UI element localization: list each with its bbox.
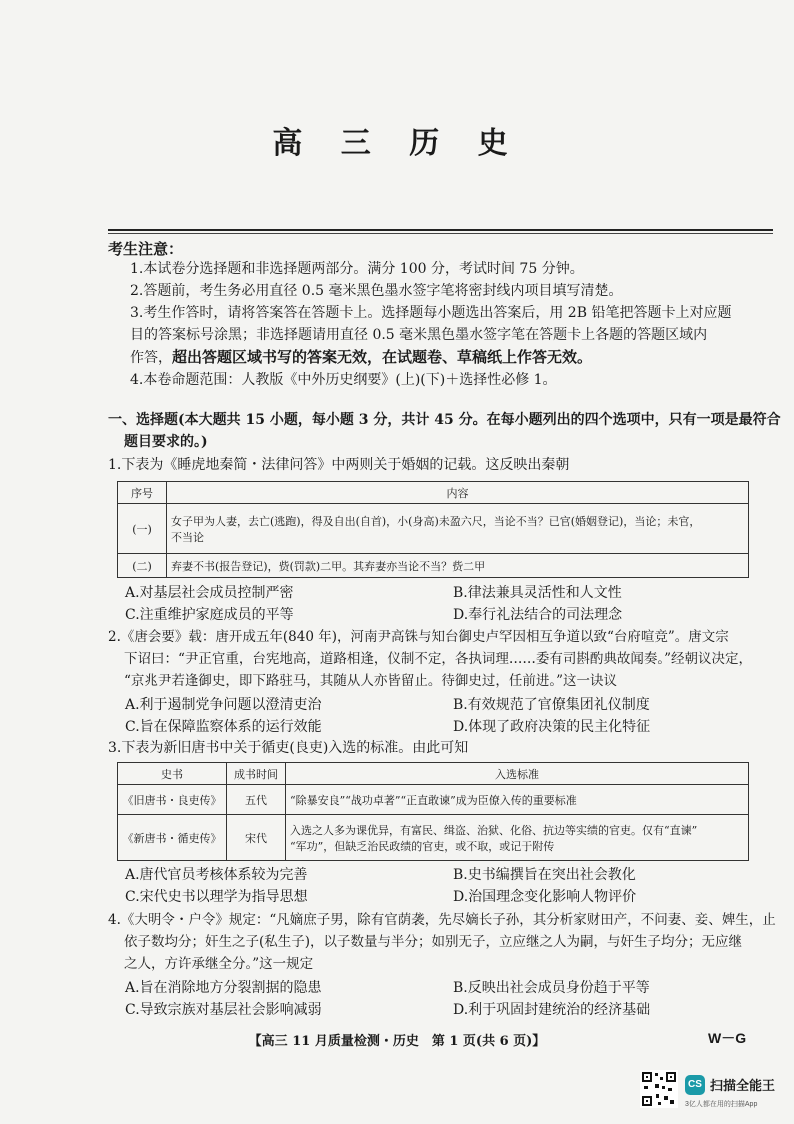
q1-header-content: 内容 <box>167 482 749 504</box>
q4-option-a: A.旨在消除地方分裂割据的隐患 <box>125 980 322 996</box>
q1-option-a: A.对基层社会成员控制严密 <box>125 585 294 601</box>
q2-line-3: “京兆尹若逢御史，即下路驻马，其随从人亦皆留止。待御史过，任前进。”这一诀议 <box>124 673 618 689</box>
q1-stem: 1.下表为《睡虎地秦简・法律问答》中两则关于婚姻的记载。这反映出秦朝 <box>108 457 570 473</box>
table-row <box>118 785 749 815</box>
q3-row-time: 五代 <box>227 785 286 815</box>
section-heading-1: 一、选择题(本大题共 15 小题，每小题 3 分，共计 45 分。在每小题列出的四个选项中，只有一项是最符合 <box>108 412 781 428</box>
q3-header-standard: 入选标准 <box>286 763 749 785</box>
q1-row-no: (一) <box>118 504 167 554</box>
q1-option-b: B.律法兼具灵活性和人文性 <box>453 585 622 601</box>
notice-line-1: 1.本试卷分选择题和非选择题两部分。满分 100 分，考试时间 75 分钟。 <box>130 261 584 277</box>
q3-row-book: 《旧唐书・良吏传》 <box>118 785 227 815</box>
q1-row-no: (二) <box>118 554 167 578</box>
q1-option-d: D.奉行礼法结合的司法理念 <box>453 607 623 623</box>
notice-line-3: 3.考生作答时，请将答案答在答题卡上。选择题每小题选出答案后，用 2B 铅笔把答题卡上对应题 <box>130 305 732 321</box>
paper-code: W－G <box>708 1030 747 1046</box>
q3-row-book: 《新唐书・循吏传》 <box>118 815 227 861</box>
notice-line-2: 2.答题前，考生务必用直径 0.5 毫米黑色墨水签字笔将密封线内项目填写清楚。 <box>130 283 623 299</box>
q1-row-content: 弃妻不书(报告登记)，赀(罚款)二甲。其弃妻亦当论不当？赀二甲 <box>167 554 749 578</box>
q1-row-content <box>167 504 749 554</box>
q3-stem: 3.下表为新旧唐书中关于循吏(良吏)入选的标准。由此可知 <box>108 740 469 756</box>
qr-code-icon <box>640 1070 678 1108</box>
q1-table <box>117 481 749 578</box>
q1-row-text: 不当论 <box>171 530 204 544</box>
camscanner-logo-icon: CS <box>685 1075 705 1095</box>
q4-line-1: 4.《大明令・户令》规定：“凡嫡庶子男，除有官荫袭，先尽嫡长子孙，其分析家财田产，不问妻、妾、婢生，止 <box>108 912 776 928</box>
notice-emphasis: 超出答题区域书写的答案无效，在试题卷、草稿纸上作答无效。 <box>172 348 593 366</box>
notice-line-5-text: 作答， <box>130 350 172 366</box>
q4-option-b: B.反映出社会成员身份趋于平等 <box>453 980 650 996</box>
table-row <box>118 504 749 554</box>
q2-option-a: A.利于遏制党争问题以澄清吏治 <box>125 697 322 713</box>
section-heading-2: 题目要求的。) <box>124 434 208 450</box>
table-row <box>118 554 749 578</box>
scanner-tagline: 3亿人都在用的扫描App <box>685 1101 758 1108</box>
notice-line-4: 目的答案标号涂黑；非选择题请用直径 0.5 毫米黑色墨水签字笔在答题卡上各题的答题区域内 <box>130 327 708 343</box>
q3-option-b: B.史书编撰旨在突出社会教化 <box>453 867 636 883</box>
q3-row-standard <box>286 815 749 861</box>
q3-option-d: D.治国理念变化影响人物评价 <box>453 889 637 905</box>
q3-option-c: C.宋代史书以理学为指导思想 <box>125 889 308 905</box>
table-row <box>118 815 749 861</box>
notice-line-5 <box>130 347 592 368</box>
q2-line-1: 2.《唐会要》载：唐开成五年(840 年)，河南尹高铢与知台御史卢罕因相互争道以致“台府喧竞”。唐文宗 <box>108 629 729 645</box>
q3-row-standard: “除暴安良”“战功卓著”“正直敢谏”成为臣僚入传的重要标准 <box>286 785 749 815</box>
page-title: 高 三 历 史 <box>272 126 522 161</box>
q2-option-b: B.有效规范了官僚集团礼仪制度 <box>453 697 650 713</box>
notice-heading: 考生注意： <box>108 240 184 258</box>
q4-option-c: C.导致宗族对基层社会影响减弱 <box>125 1002 322 1018</box>
q3-option-a: A.唐代官员考核体系较为完善 <box>125 867 308 883</box>
q3-table <box>117 762 749 861</box>
q4-line-2: 依子数均分；奸生之子(私生子)，以子数量与半分；如别无子，立应继之人为嗣，与奸生子均分；无应继 <box>124 934 743 950</box>
title-rule <box>108 229 773 231</box>
q4-line-3: 之人，方许承继全分。”这一规定 <box>124 956 314 972</box>
q3-header-book: 史书 <box>118 763 227 785</box>
scanner-brand-name: 扫描全能王 <box>710 1078 776 1093</box>
q3-row-standard-text: 入选之人多为课优异，有富民、缉盗、治狱、化俗、抗边等实绩的官吏。仅有“直谏” <box>290 823 698 837</box>
q3-row-time: 宋代 <box>227 815 286 861</box>
q1-option-c: C.注重维护家庭成员的平等 <box>125 607 294 623</box>
title-rule-thin <box>108 233 773 234</box>
q1-header-no: 序号 <box>118 482 167 504</box>
q1-row-text: 女子甲为人妻，去亡(逃跑)，得及自出(自首)，小(身高)未盈六尺，当论不当？已官(婚姻登记)，当论；未官， <box>171 514 701 528</box>
q2-option-c: C.旨在保障监察体系的运行效能 <box>125 719 322 735</box>
q3-header-time: 成书时间 <box>227 763 286 785</box>
q3-row-standard-text: “军功”，但缺乏治民政绩的官吏，或不取，或记于附传 <box>290 839 555 853</box>
q2-line-2: 下诏曰：“尹正官重，台宪地高，道路相逢，仪制不定，各执词理……委有司斟酌典故闻奏。”经朝议决定， <box>124 651 753 667</box>
notice-line-6: 4.本卷命题范围：人教版《中外历史纲要》(上)(下)＋选择性必修 1。 <box>130 372 557 388</box>
q2-option-d: D.体现了政府决策的民主化特征 <box>453 719 651 735</box>
q4-option-d: D.利于巩固封建统治的经济基础 <box>453 1002 651 1018</box>
page-footer: 【高三 11 月质量检测・历史 第 1 页(共 6 页)】 <box>248 1034 546 1049</box>
